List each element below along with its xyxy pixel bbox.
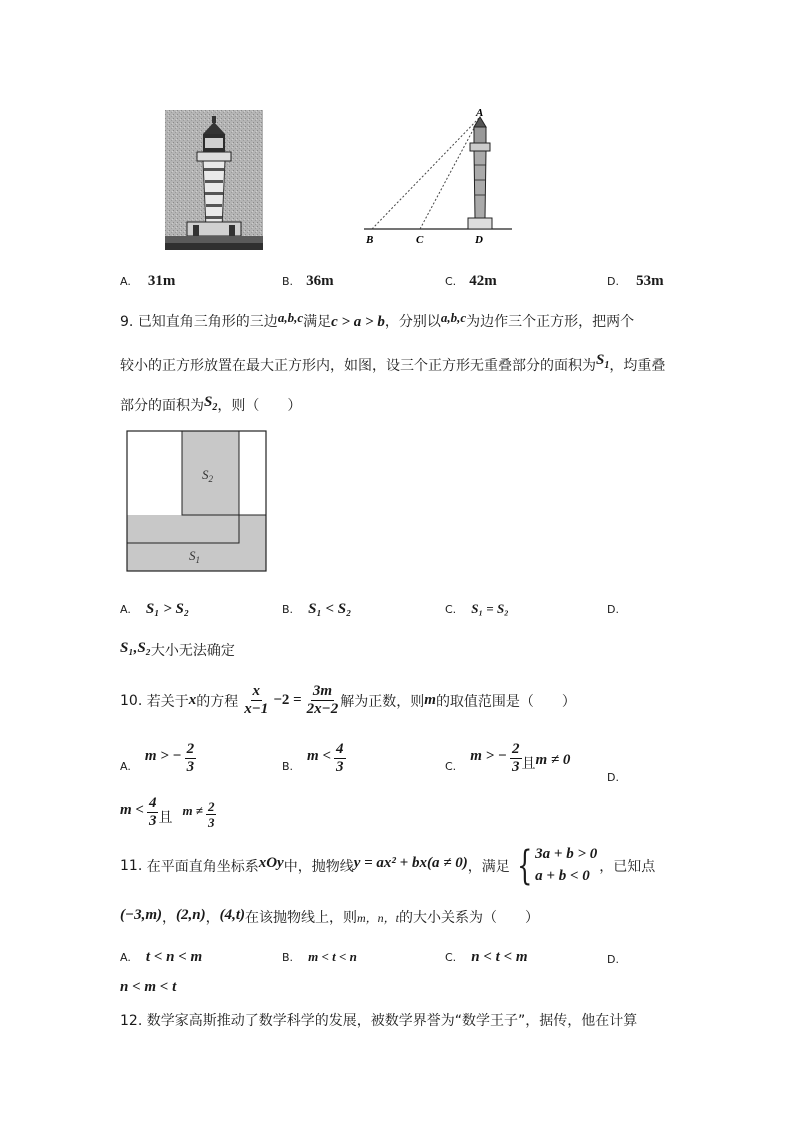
s2-sub: 2: [208, 474, 213, 484]
q10-line: [120, 684, 576, 717]
option-value: 31m: [147, 273, 176, 289]
question-text: 的方程: [196, 693, 239, 710]
option-text: 大小无法确定: [150, 643, 235, 659]
inequality-1: 3a + b > 0: [535, 846, 598, 863]
option-label: A.: [120, 760, 131, 773]
numerator: 3m: [312, 683, 333, 699]
denominator: 3: [336, 759, 344, 775]
math-xoy: xOy: [258, 854, 284, 871]
option-label: C.: [445, 951, 457, 964]
numerator: 4: [336, 741, 344, 757]
q11-option-a[interactable]: [120, 946, 202, 966]
separator: ，: [162, 910, 176, 926]
inequality-2: a + b < 0: [535, 868, 590, 884]
s1-sub: 1: [195, 555, 200, 565]
q8-option-a[interactable]: [120, 270, 175, 290]
inequality-system: [512, 844, 598, 888]
q11-line2: [120, 907, 539, 927]
option-label: D.: [607, 953, 619, 966]
math-minus-two: −2 =: [273, 692, 302, 708]
numerator: 4: [148, 795, 157, 811]
option-fraction: [185, 742, 197, 775]
question-text: ，则（ ）: [217, 398, 302, 414]
option-value: S₁ = S₂: [471, 601, 509, 616]
q11-line1: [120, 842, 655, 890]
question-number: 12.: [120, 1013, 143, 1029]
q11-option-b[interactable]: [282, 946, 357, 965]
question-text: 较小的正方形放置在最大正方形内，如图，设三个正方形无重叠部分的面积为: [120, 358, 596, 374]
math-s2: [204, 394, 218, 413]
option-and: 且: [521, 756, 536, 772]
point-B-label: B: [366, 234, 374, 246]
q11-option-d[interactable]: [607, 948, 619, 967]
question-number: 10.: [120, 692, 143, 709]
math-m: m: [424, 692, 436, 708]
q10-option-d[interactable]: [607, 766, 619, 785]
q11-option-d-text: [120, 976, 176, 996]
denominator: 2x−2: [306, 701, 339, 717]
q10-option-c[interactable]: [445, 742, 570, 775]
option-value: 36m: [306, 273, 334, 289]
math-abc: a,b,c: [277, 310, 304, 325]
subscript: 2: [212, 402, 218, 413]
option-fraction: [147, 796, 159, 829]
q10-option-d-text: [120, 796, 216, 829]
q9-option-d[interactable]: [607, 598, 619, 617]
option-value: S₁ < S₂: [308, 601, 352, 617]
q8-option-d[interactable]: [607, 270, 664, 290]
fraction-3m-over-2x-2: [305, 684, 341, 717]
option-label: C.: [445, 760, 457, 773]
option-fraction: [206, 800, 217, 829]
question-text: 已知直角三角形的三边: [137, 314, 278, 330]
option-and: 且: [158, 810, 173, 826]
option-prefix: m > −: [470, 748, 507, 764]
math-x: x: [188, 692, 197, 708]
option-value: S₁,S₂: [120, 640, 151, 656]
denominator: x−1: [244, 701, 269, 717]
question-text: 数学家高斯推动了数学科学的发展，被数学界誉为“数学王子”，据传，他在计算: [146, 1013, 638, 1029]
q8-option-c[interactable]: [445, 270, 497, 290]
option-value: S₁ > S₂: [145, 601, 190, 617]
option-label: D.: [607, 603, 619, 616]
brace-icon: {: [516, 843, 533, 889]
question-text: 解为正数，则: [340, 693, 425, 710]
point-A-label: A: [476, 107, 484, 119]
numerator: x: [252, 683, 261, 699]
question-text: 的取值范围是（ ）: [435, 693, 576, 710]
question-text: ，满足: [467, 859, 510, 875]
q9-option-a[interactable]: [120, 598, 189, 618]
denominator: 3: [186, 759, 195, 775]
option-value: n < m < t: [120, 979, 177, 995]
point-C-label: C: [416, 234, 424, 246]
option-label: B.: [282, 275, 294, 288]
question-text: 在平面直角坐标系: [146, 859, 259, 875]
q12-line1: [120, 1010, 637, 1030]
math-s1: [596, 352, 610, 371]
option-label: B.: [282, 951, 294, 964]
option-label: B.: [282, 603, 294, 616]
numerator: 2: [512, 741, 520, 757]
separator: ，: [205, 910, 220, 926]
option-label: A.: [120, 275, 131, 288]
q9-line1: [120, 310, 634, 331]
option-value: m < t < n: [308, 949, 357, 964]
q9-option-d-text: [120, 640, 235, 660]
option-label: A.: [120, 603, 131, 616]
symbol: S: [596, 352, 605, 368]
denominator: 3: [512, 759, 520, 775]
question-number: 11.: [120, 858, 143, 874]
point-D-label: D: [475, 234, 483, 246]
squares-figure: [126, 430, 268, 574]
point-3: (4,t): [219, 907, 246, 923]
option-label: A.: [120, 951, 131, 964]
question-text: 为边作三个正方形，把两个: [466, 314, 635, 330]
question-number: 9.: [120, 314, 134, 330]
math-abc: a,b,c: [440, 310, 467, 325]
question-text: ，分别以: [384, 314, 441, 330]
question-text: 若关于: [146, 693, 189, 710]
lighthouse-diagram: [360, 105, 520, 250]
option-value: n < t < m: [471, 949, 528, 965]
point-2: (2,n): [176, 907, 206, 923]
option-label: D.: [607, 275, 619, 288]
option-value: t < n < m: [145, 949, 203, 965]
q11-option-c[interactable]: [445, 946, 528, 966]
math-parabola: y = ax² + bx(a ≠ 0): [353, 854, 468, 871]
q9-option-c[interactable]: [445, 598, 509, 617]
symbol: S: [204, 394, 213, 410]
q9-line2: [120, 352, 665, 375]
q10-option-a[interactable]: [120, 742, 196, 775]
variables: m，n，t: [357, 911, 400, 925]
question-text: 中，抛物线: [283, 859, 354, 875]
s1-label: S: [189, 548, 196, 563]
question-text: ，均重叠: [609, 358, 666, 374]
s2-label: S: [202, 467, 209, 482]
numerator: 2: [207, 799, 215, 814]
option-prefix: m > −: [144, 748, 182, 764]
lighthouse-photo: [165, 110, 263, 250]
option-prefix: m <: [307, 748, 332, 764]
option-value: 53m: [636, 273, 664, 289]
question-text: 的大小关系为（ ）: [399, 910, 540, 926]
subscript: 1: [604, 360, 610, 371]
q9-option-b[interactable]: [282, 598, 351, 618]
option-label: B.: [282, 760, 294, 773]
option-label: C.: [445, 603, 457, 616]
q10-option-b[interactable]: [282, 742, 346, 775]
question-text: 在该抛物线上，则: [245, 910, 358, 926]
math-inequality: c > a > b: [331, 314, 385, 330]
q9-line3: [120, 394, 301, 415]
option-prefix: m <: [120, 802, 144, 818]
numerator: 2: [186, 741, 195, 757]
option-fraction: [334, 742, 346, 775]
question-text: 部分的面积为: [120, 398, 204, 414]
q8-option-b[interactable]: [282, 270, 334, 290]
point-1: (−3,m): [120, 907, 162, 923]
option-label: C.: [445, 275, 457, 288]
option-label: D.: [607, 771, 619, 784]
question-text: 满足: [303, 314, 332, 330]
question-text: ，已知点: [599, 859, 656, 875]
fraction-x-over-x-1: [242, 684, 270, 717]
denominator: 3: [207, 815, 215, 830]
option-suffix: m ≠ 0: [535, 752, 571, 768]
option-value: 42m: [469, 273, 497, 289]
option-fraction: [510, 742, 522, 775]
option-suffix: m ≠: [182, 803, 203, 818]
denominator: 3: [148, 813, 157, 829]
